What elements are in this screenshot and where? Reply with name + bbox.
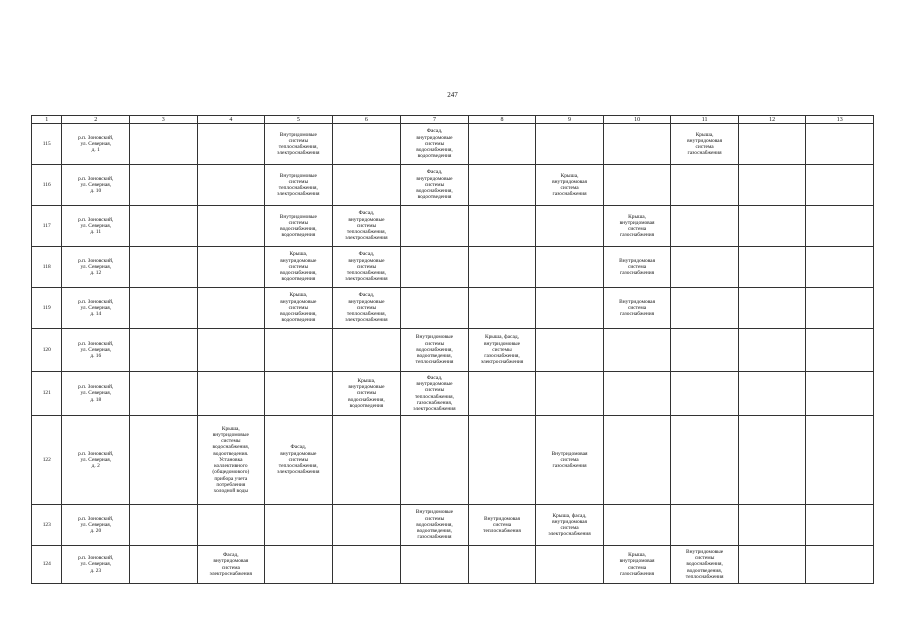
row-number-cell-text: 121	[42, 390, 51, 397]
repair-year-cell	[806, 329, 874, 372]
address-cell-text: р.п. Зоновский, ул. Северная, д. 18	[78, 384, 114, 403]
repair-year-cell-text: Крыша, фасад, внутридомовая система электроснабжения	[548, 512, 591, 538]
repair-year-cell-text: Крыша, фасад, внутридомовые системы газоснабжения, электроснабжения	[480, 334, 524, 366]
repair-year-cell	[401, 124, 469, 165]
repair-year-cell	[265, 206, 333, 247]
column-number-header: 2	[62, 116, 130, 124]
repair-year-cell	[401, 288, 469, 329]
repair-year-cell-text: Внутридомовые системы водоснабжения, водоотведения, теплоснабжения	[415, 334, 454, 366]
row-number-cell	[32, 416, 62, 505]
repair-year-cell	[671, 247, 739, 288]
repair-year-cell	[468, 124, 536, 165]
repair-year-cell-text: Фасад, внутридомовые системы водоснабжения, водоотведения	[416, 128, 453, 160]
repair-year-cell-text: Внутридомовая система газоснабжения	[551, 450, 588, 470]
column-number-header: 4	[197, 116, 265, 124]
repair-year-cell	[536, 546, 604, 584]
address-cell	[62, 416, 130, 505]
repair-year-cell	[603, 546, 671, 584]
repair-year-cell	[197, 247, 265, 288]
repair-year-cell	[671, 372, 739, 416]
table-row	[32, 247, 874, 288]
repair-year-cell	[806, 206, 874, 247]
table-row	[32, 288, 874, 329]
column-number-header: 11	[671, 116, 739, 124]
address-cell	[62, 247, 130, 288]
repair-year-cell	[265, 505, 333, 546]
repair-year-cell-text: Крыша, внутридомовые системы водоснабжения, водоотведения	[280, 292, 317, 324]
repair-year-cell	[603, 505, 671, 546]
repair-year-cell-text: Крыша, внутридомовые системы водоснабжения, водоотведения	[348, 377, 385, 409]
repair-year-cell	[468, 247, 536, 288]
column-number-header: 9	[536, 116, 604, 124]
repair-year-cell	[536, 288, 604, 329]
repair-year-cell-text: Внутридомовые системы теплоснабжения, электроснабжения	[277, 131, 320, 157]
repair-year-cell	[738, 124, 806, 165]
repair-year-cell	[738, 206, 806, 247]
repair-year-cell	[603, 124, 671, 165]
repair-year-cell-text: Внутридомовая система газоснабжения	[619, 298, 656, 318]
repair-year-cell-text: Крыша, внутридомовые системы водоснабжения, водоотведения. Установка коллективного (общедомового) прибора учета потребления холодной воды	[212, 425, 250, 494]
repair-year-cell	[265, 124, 333, 165]
repair-year-cell	[332, 124, 401, 165]
address-cell-text: р.п. Зоновский, ул. Северная, д. 2	[78, 450, 114, 470]
repair-year-cell	[671, 165, 739, 206]
repair-year-cell-text: Крыша, внутридомовая система газоснабжения	[619, 552, 655, 577]
repair-year-cell	[738, 165, 806, 206]
table-row	[32, 206, 874, 247]
row-number-cell-text: 116	[42, 181, 51, 188]
page-number: 247	[447, 91, 458, 99]
empty-cell	[130, 372, 198, 416]
repair-year-cell	[401, 206, 469, 247]
column-number-header: 13	[806, 116, 874, 124]
repair-year-cell	[332, 288, 401, 329]
empty-cell	[130, 124, 198, 165]
empty-cell	[130, 288, 198, 329]
address-cell	[62, 505, 130, 546]
repair-year-cell	[265, 288, 333, 329]
repair-year-cell	[197, 206, 265, 247]
address-cell-text: р.п. Зоновский, ул. Северная, д. 11	[78, 216, 114, 236]
repair-year-cell	[738, 288, 806, 329]
repair-year-cell	[603, 329, 671, 372]
row-number-cell	[32, 546, 62, 584]
row-number-cell	[32, 206, 62, 247]
row-number-cell	[32, 124, 62, 165]
address-cell	[62, 329, 130, 372]
address-cell	[62, 206, 130, 247]
column-number-header: 5	[265, 116, 333, 124]
column-number-row	[32, 116, 874, 124]
repair-year-cell	[806, 372, 874, 416]
empty-cell	[130, 247, 198, 288]
repair-year-cell-text: Крыша, внутридомовая система газоснабжения	[619, 213, 655, 239]
repair-year-cell	[738, 372, 806, 416]
column-number-header: 12	[738, 116, 806, 124]
repair-year-cell	[536, 416, 604, 505]
repair-year-cell-text: Фасад, внутридомовые системы теплоснабжения, электроснабжения	[345, 251, 388, 283]
repair-year-cell	[197, 329, 265, 372]
repair-year-cell	[332, 546, 401, 584]
repair-year-cell-text: Внутридомовые системы водоснабжения, водоотведения, теплоснабжения	[685, 548, 724, 580]
address-cell	[62, 546, 130, 584]
column-number-header: 8	[468, 116, 536, 124]
row-number-cell-text: 120	[42, 346, 51, 353]
row-number-cell-text: 122	[42, 456, 51, 463]
repair-year-cell	[468, 329, 536, 372]
column-number-header: 7	[401, 116, 469, 124]
empty-cell	[130, 546, 198, 584]
repair-year-cell	[536, 247, 604, 288]
repair-year-cell-text: Внутридомовые системы теплоснабжения, электроснабжения	[277, 172, 320, 198]
repair-year-cell-text: Фасад, внутридомовые системы теплоснабжения, газоснабжения, электроснабжения	[413, 374, 456, 412]
repair-year-cell	[603, 247, 671, 288]
repair-year-cell	[536, 206, 604, 247]
column-number-header: 1	[32, 116, 62, 124]
repair-year-cell	[671, 416, 739, 505]
table-row	[32, 372, 874, 416]
repair-year-cell-text: Фасад, внутридомовые системы теплоснабжения, электроснабжения	[277, 444, 320, 476]
repair-year-cell-text: Фасад, внутридомовая система электроснабжения	[209, 552, 252, 577]
repair-year-cell-text: Фасад, внутридомовые системы теплоснабжения, электроснабжения	[345, 210, 388, 242]
column-number-header: 3	[130, 116, 198, 124]
repair-year-cell-text: Крыша, внутридомовая система газоснабжения	[687, 131, 723, 157]
address-cell-text: р.п. Зоновский, ул. Северная, д. 20	[78, 515, 114, 535]
repair-year-cell	[332, 416, 401, 505]
repair-year-cell-text: Внутридомовые системы водоснабжения, водоотведения	[279, 213, 317, 239]
repair-year-cell	[603, 288, 671, 329]
repair-year-cell-text: Фасад, внутридомовые системы теплоснабжения, электроснабжения	[345, 292, 388, 324]
table-row	[32, 505, 874, 546]
table-row	[32, 546, 874, 584]
empty-cell	[130, 206, 198, 247]
repair-year-cell	[468, 372, 536, 416]
repair-year-cell-text: Внутридомовая система газоснабжения	[619, 257, 656, 277]
repair-year-cell	[401, 546, 469, 584]
repair-year-cell	[468, 505, 536, 546]
repair-year-cell-text: Внутридомовая система теплоснабжения	[483, 515, 521, 535]
address-cell-text: р.п. Зоновский, ул. Северная, д. 23	[78, 555, 114, 574]
repair-year-cell	[671, 206, 739, 247]
row-number-cell-text: 119	[42, 304, 51, 311]
repair-year-cell	[401, 247, 469, 288]
repair-year-cell	[265, 165, 333, 206]
repair-year-cell	[671, 124, 739, 165]
repair-year-cell-text: Внутридомовые системы водоснабжения, водоотведения, газоснабжения	[415, 509, 454, 541]
repair-year-cell	[401, 372, 469, 416]
repair-year-cell	[332, 329, 401, 372]
repair-year-cell	[265, 416, 333, 505]
repair-year-cell	[738, 505, 806, 546]
repair-year-cell	[603, 416, 671, 505]
table-row	[32, 124, 874, 165]
repair-year-cell	[332, 372, 401, 416]
address-cell	[62, 372, 130, 416]
repair-year-cell	[806, 288, 874, 329]
repair-year-cell	[738, 247, 806, 288]
repair-year-cell	[197, 165, 265, 206]
table-row	[32, 165, 874, 206]
address-cell-text: р.п. Зоновский, ул. Северная, д. 14	[78, 298, 114, 318]
repair-year-cell	[671, 329, 739, 372]
repair-year-cell	[197, 372, 265, 416]
repair-year-cell	[197, 505, 265, 546]
address-cell-text: р.п. Зоновский, ул. Северная, д. 16	[78, 340, 114, 360]
repair-year-cell	[468, 288, 536, 329]
address-cell-text: р.п. Зоновский, ул. Северная, д. 1	[78, 134, 114, 154]
row-number-cell	[32, 329, 62, 372]
repair-year-cell	[738, 416, 806, 505]
repair-year-cell	[265, 546, 333, 584]
repair-year-cell	[401, 416, 469, 505]
row-number-cell	[32, 372, 62, 416]
repair-year-cell	[536, 372, 604, 416]
address-cell	[62, 288, 130, 329]
repair-year-cell	[536, 124, 604, 165]
empty-cell	[130, 329, 198, 372]
row-number-cell-text: 117	[42, 222, 51, 229]
repair-year-cell	[332, 505, 401, 546]
repair-year-cell	[197, 288, 265, 329]
repair-year-cell	[536, 165, 604, 206]
row-number-cell	[32, 165, 62, 206]
repair-year-cell	[806, 124, 874, 165]
row-number-cell-text: 124	[42, 561, 51, 568]
repair-year-cell	[468, 206, 536, 247]
repair-year-cell	[738, 546, 806, 584]
column-number-header: 6	[332, 116, 401, 124]
repair-year-cell	[265, 247, 333, 288]
repair-year-cell	[468, 546, 536, 584]
repair-year-cell	[806, 416, 874, 505]
repair-year-cell	[603, 372, 671, 416]
repair-year-cell	[265, 329, 333, 372]
table-body	[32, 124, 874, 584]
repair-year-cell	[671, 546, 739, 584]
row-number-cell-text: 115	[42, 140, 51, 147]
repair-year-cell	[806, 546, 874, 584]
repair-year-cell	[468, 165, 536, 206]
address-cell-text: р.п. Зоновский, ул. Северная, д. 10	[78, 175, 114, 195]
table-row	[32, 329, 874, 372]
repair-year-cell	[401, 505, 469, 546]
repair-year-cell	[332, 206, 401, 247]
empty-cell	[130, 505, 198, 546]
repair-year-cell	[806, 505, 874, 546]
repair-year-cell	[806, 165, 874, 206]
repair-year-cell	[468, 416, 536, 505]
column-number-header: 10	[603, 116, 671, 124]
repair-year-cell	[738, 329, 806, 372]
repair-year-cell	[536, 329, 604, 372]
repair-year-cell-text: Крыша, внутридомовые системы водоснабжения, водоотведения	[280, 251, 317, 283]
repair-year-cell	[671, 288, 739, 329]
repair-year-cell-text: Фасад, внутридомовые системы водоснабжения, водоотведения	[416, 169, 453, 201]
address-cell	[62, 124, 130, 165]
row-number-cell-text: 123	[42, 521, 51, 528]
repair-year-cell	[197, 124, 265, 165]
repair-year-cell	[197, 416, 265, 505]
repair-year-cell	[332, 247, 401, 288]
repair-year-cell	[401, 165, 469, 206]
row-number-cell	[32, 247, 62, 288]
table-row	[32, 416, 874, 505]
repair-year-cell	[536, 505, 604, 546]
row-number-cell-text: 118	[42, 263, 51, 270]
repair-year-cell	[265, 372, 333, 416]
repair-year-cell	[332, 165, 401, 206]
repair-year-cell-text: Крыша, внутридомовая система газоснабжения	[552, 172, 587, 198]
repair-year-cell	[671, 505, 739, 546]
repair-year-cell	[806, 247, 874, 288]
capital-repair-table	[31, 115, 874, 584]
row-number-cell	[32, 505, 62, 546]
empty-cell	[130, 416, 198, 505]
repair-year-cell	[603, 206, 671, 247]
address-cell	[62, 165, 130, 206]
address-cell-text: р.п. Зоновский, ул. Северная, д. 12	[78, 257, 114, 277]
repair-year-cell	[197, 546, 265, 584]
row-number-cell	[32, 288, 62, 329]
empty-cell	[130, 165, 198, 206]
repair-year-cell	[603, 165, 671, 206]
repair-year-cell	[401, 329, 469, 372]
